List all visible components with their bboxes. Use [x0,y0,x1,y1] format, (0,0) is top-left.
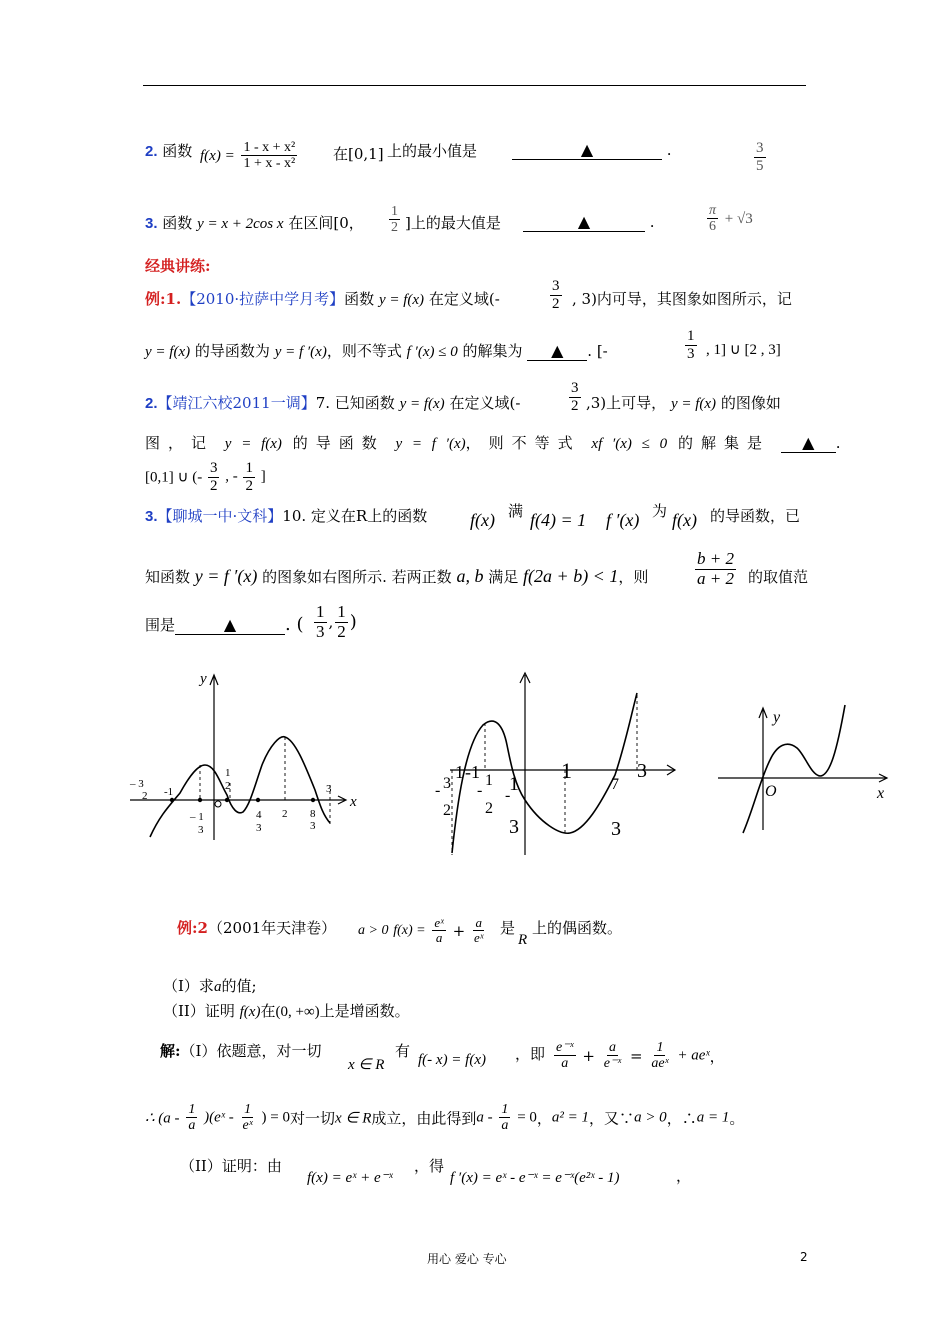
sol-l2-text2: 成立，由此得到 [371,1109,477,1128]
ex4-f2-den: eˣ [473,930,484,946]
ex1-l2-text1: 的导函数为 [194,342,270,360]
ex1-ans-post: , 1] ∪ [2 , 3] [706,342,781,358]
ex3-text1: 10. 定义在R上的函数 [282,507,428,525]
ex1-source: 【2010·拉萨中学月考】 [181,290,345,308]
ex4-func: f(x) = [393,922,426,938]
ex4-part2 [163,1000,410,1021]
ex2-text3: ,3)上可导， [586,394,667,412]
q3-text3: ]上的最大值是 [405,214,501,232]
ex2-number: 2. [145,395,158,412]
ex4-cond: a > 0 [358,922,389,938]
graph1-curve [150,737,330,837]
ex4-plus: + [452,921,466,940]
graph1-tick-1: 2 [142,790,148,802]
sol-l3-expr2: f ′(x) = eˣ - e⁻ˣ = e⁻ˣ(e²ˣ - 1) [450,1170,620,1186]
sol-l1-f3-num: 1 [656,1040,664,1055]
graph1-tick-5: 1 [225,767,231,779]
sol-l2-expr3: a² = 1 [551,1109,590,1126]
ex3-frac-num: b + 2 [697,549,734,568]
q3-text1: 函数 [162,214,193,232]
ex2-l2-text: 图，记 [145,434,215,452]
sol-l2-f2-den: eˣ [242,1118,253,1134]
ex1-ans-pre: . [- [587,342,608,360]
sol-l1-formula [552,1040,725,1072]
graph1-tick-10: 8 [310,808,316,820]
graph1-tick-4: 3 [198,824,204,836]
ex2-frac-num: 3 [571,380,579,396]
q2-answer [752,140,768,174]
ex2-ans-mid: , - [225,468,238,485]
graph2-label-5: 2 [485,800,493,817]
q3-number: 3. [145,215,158,232]
sol-l2-f3-den: a [501,1118,509,1134]
graph3-x-label: x [877,785,885,802]
q3-frac-num: 1 [391,204,398,219]
ex3-answer-fracs [312,603,357,641]
ex2-ans-f1-den: 2 [209,477,218,494]
ex3-text3: 为 [652,502,668,520]
ex4-source: （2001年天津卷） [207,919,337,937]
ex3-ans-f1-den: 3 [316,621,325,641]
ex2-period: . [835,434,841,452]
ex2-source: 【靖江六校2011一调】 [157,394,316,412]
ex4-part2-expr: f(x) [239,1004,261,1020]
graph1-x-label: x [350,794,357,810]
ex2-ans-end: ] [260,468,266,485]
q3-answer-rest: + √3 [724,210,753,227]
ex3-source: 【聊城一中·文科】 [157,507,283,525]
ex1-l2-expr1: y = f(x) [145,344,191,360]
ex4-part2-interval: (0, +∞) [275,1004,320,1020]
ex3-ans-f1-num: 1 [316,602,325,621]
ex3-expr3: f ′(x) [606,510,640,530]
sol-label: 解: [160,1042,181,1060]
graph2-label-8: 3 [509,816,519,838]
ex3-expr4: f(x) [672,510,697,530]
ex1-frac-num: 3 [552,278,560,294]
graph2-label-14: - [465,762,471,782]
ex4-part2-pre: （II）证明 [163,1002,235,1020]
sol-l1-text1: （I）依题意，对一切 [180,1042,322,1060]
ex4-part1-pre: （I）求 [163,977,214,995]
graph1-tick-6: 2 [225,780,231,792]
graph2-label-6: - [505,787,511,804]
svg-text:– 1: – 1 [190,811,204,823]
q2-answer-den: 5 [756,157,764,174]
ex3-ans-f2-num: 1 [337,602,346,621]
ex2-l2-expr1: y = f(x) [224,436,282,452]
graph2-label-3: - [477,782,483,799]
sol-l2-pre: ∴ (a - [145,1110,180,1127]
ex4-f1-den: a [435,930,443,946]
graph1-tick-0: 3 [138,778,144,790]
ex2-l2-expr2: y = f ′(x) [395,436,466,452]
q3-expr: y = x + 2cos x [197,216,284,232]
ex3-l2-text1: 知函数 [145,568,191,586]
section-title: 经典讲练: [145,257,211,275]
graph3-y-label: y [773,709,781,726]
graph2-label-4: 1 [485,772,493,789]
ex2-text4: 的图像如 [720,394,781,412]
graph2-label-0: - [435,782,441,799]
ex1-l2-expr3: f ′(x) ≤ 0 [406,344,458,360]
sol-l1-plus: + [582,1046,595,1065]
ex2-text1: 7. 已知函数 [315,394,395,412]
sol-l1-f1-num: e⁻ˣ [556,1040,574,1055]
sol-l2-text4: ，∴ [666,1109,697,1128]
graph3-origin-label: O [765,783,777,800]
ex3-l2-expr1: y = f ′(x) [194,566,258,586]
ex3-frac-den: a + 2 [697,568,734,588]
ex1-l2-text3: 的解集为 [462,342,523,360]
ex1-triangle: ▲ [551,341,564,360]
ex3-expr2: f(4) = 1 [530,510,587,530]
ex4-part1-post: 的值; [221,977,257,995]
graph2-label-10: 7 [611,776,619,793]
ex4-text2: 上的偶函数。 [532,919,623,937]
ex4-part1 [163,975,257,996]
ex2-expr1: y = f(x) [399,396,445,412]
sol-l1-text3: ，即 [515,1045,546,1063]
q3-answer-num: π [709,203,717,218]
sol-l2-comma: ， [536,1109,552,1128]
sol-l2-expr1: x ∈ R [334,1110,372,1127]
q2-interval: 在[0,1] [333,145,384,163]
sol-l2-eq0: ) = 0 [261,1109,290,1126]
ex2-l2-expr3: xf ′(x) ≤ 0 [591,436,668,452]
graph1-figure [120,665,370,850]
ex3-triangle: ▲ [223,615,237,634]
ex1-l2-text2: ，则不等式 [326,342,402,360]
ex3-l2-text3: 满足 [488,568,519,586]
q3-period: . [649,213,655,231]
ex1-ans-frac-num: 1 [687,328,695,344]
graph1-tick-8: 3 [256,822,262,834]
ex3-line3 [145,614,303,635]
q2-func-num: 1 - x + x² [243,140,296,155]
graph2-label-7: 1 [509,773,519,795]
ex4-part2-post: 上是增函数。 [319,1002,410,1020]
sol-l2-text3: ，又∵ [589,1109,635,1128]
q2-text1: 函数 [162,142,193,160]
graph2-label-13: 1 [455,762,464,782]
q3-text2: 在区间[0， [288,214,364,232]
ex2-l2-text3: ，则不等式 [465,434,581,452]
q3-frac-den: 2 [391,220,398,236]
q3-answer-den: 6 [709,219,716,235]
sol-l1-f3-den: aeˣ [651,1056,669,1072]
sol-l3-expr1: f(x) = eˣ + e⁻ˣ [307,1170,393,1186]
ex3-ans-pre: . ( [285,614,304,635]
ex2-ans-f2-den: 2 [245,477,253,494]
ex1-text1: 函数 [344,290,375,308]
ex2-answer [145,460,266,494]
graph1-y-label: y [200,671,207,687]
ex4-line1 [177,917,336,938]
ex4-text1: 是 [500,919,516,937]
ex2-l2-text4: 的解集是 [677,434,770,452]
q3-triangle: ▲ [577,212,591,231]
sol-l3-text1: （II）证明：由 [180,1157,282,1175]
sol-line2 [145,1102,744,1134]
ex2-text3-line [586,392,781,413]
ex4-set: R [518,932,528,948]
ex2-ans-f2-num: 1 [245,460,253,476]
graph2-figure [425,665,685,860]
q2-period: . [666,141,672,159]
graph2-label-9: 1 [561,758,572,783]
ex3-ans-f2-den: 2 [337,621,346,641]
ex4-f1-num: eˣ [434,915,444,930]
graph1-origin-dot [215,801,221,807]
ex1-expr1: y = f(x) [378,292,425,308]
q3-line [145,212,364,233]
ex4-label: 例:2 [177,919,208,937]
q2-triangle: ▲ [580,140,594,159]
sol-l1-f2-den: e⁻ˣ [603,1056,622,1072]
graph2-label-2: 2 [443,802,451,819]
sol-l2-end: 。 [729,1109,745,1128]
ex1-ans-frac [683,328,699,362]
sol-l1-tail: + aeˣ [677,1047,710,1064]
ex2-expr2: y = f(x) [670,396,717,412]
graph1-tick-2: -1 [164,786,174,798]
ex2-line2 [145,432,841,453]
ex3-line1 [145,505,427,526]
graph1-tick-9: 2 [282,808,288,820]
ex3-text2: 满 [508,502,524,520]
ex2-line1 [145,392,520,413]
ex2-triangle: ▲ [802,433,815,452]
ex1-frac-den: 2 [552,295,560,312]
ex4-f2-num: a [475,915,482,930]
sol-l1-expr1: x ∈ R [348,1057,385,1073]
sol-l2-expr4: a > 0 [634,1109,667,1126]
ex3-l2-text4: ，则 [618,568,649,586]
q3-answer-blank [523,212,655,232]
ex1-label: 例:1. [145,290,182,308]
sol-l1-comma: ， [709,1047,725,1066]
graph3-curve [743,705,845,833]
ex1-line2 [145,340,608,361]
q3-frac [387,204,402,236]
ex3-expr1: f(x) [470,510,495,530]
graph2-label-11: 3 [611,818,621,840]
sol-l2-expr2b: = 0 [517,1109,537,1126]
graph1-tick-12: 3 [326,783,332,795]
ex3-frac [693,550,738,588]
ex1-text3: , 3)内可导，其图象如图所示，记 [572,290,792,308]
page-number: 2 [800,1250,808,1264]
footer-motto: 用心 爱心 专心 [427,1252,507,1266]
graph1-tick-3: 1 [198,811,204,823]
graph2-label-1: 3 [443,775,451,792]
sol-l2-f1-num: 1 [188,1102,196,1117]
sol-l2-f3-num: 1 [501,1102,509,1117]
ex3-ans-end: ) [349,611,357,633]
ex1-ans-frac-den: 3 [687,345,695,362]
sol-l3-end: ， [676,1167,692,1185]
ex2-frac-den: 2 [571,397,579,414]
ex1-frac [548,278,564,312]
ex3-l3-text1: 围是 [145,616,176,634]
ex4-part1-var: a [213,979,222,995]
q2-func-frac [241,140,297,172]
ex2-ans-f1-num: 3 [209,460,218,476]
graph2-label-12: 3 [637,760,647,782]
ex3-l2-expr3: f(2a + b) < 1 [523,566,619,586]
ex1-text2: 在定义域(- [428,290,500,308]
header-rule [143,85,806,86]
graph2-label-15: 1 [471,762,480,782]
q2-func-lhs: f(x) = [200,147,235,164]
ex3-ans-mid: , [328,613,334,632]
graph1-tick-11: 3 [310,820,316,832]
q2-func-den: 1 + x - x² [243,156,296,172]
q2-number: 2. [145,143,158,160]
graph3-figure [715,700,895,840]
sol-line1-a [160,1040,321,1061]
ex3-number: 3. [145,508,158,525]
sol-l2-text1: 对一切 [289,1109,335,1128]
ex4-formula [358,916,487,946]
ex2-ans1: [0,1] ∪ (- [145,469,203,486]
sol-l1-expr2: f(- x) = f(x) [418,1052,486,1068]
ex1-l2-expr2: y = f ′(x) [274,344,327,360]
ex2-l2-text2: 的导函数 [292,434,385,452]
ex3-l2-text5: 的取值范 [748,568,809,586]
ex3-l2-text2: 的图象如右图所示. 若两正数 [262,568,452,586]
q3-answer [705,203,753,235]
ex3-text4: 的导函数，已 [710,507,801,525]
sol-l2-f2-num: 1 [244,1102,252,1117]
q2-function [200,140,299,172]
sol-l2-f1-den: a [188,1118,196,1134]
ex1-line1 [145,288,500,309]
sol-l2-expr5: a = 1 [696,1109,730,1126]
sol-l3-text2: ，得 [414,1157,445,1175]
ex2-text2: 在定义域(- [449,394,521,412]
sol-l1-eq: = [630,1046,643,1065]
sol-l1-f2-num: a [608,1040,616,1055]
sol-l1-f1-den: a [561,1056,569,1072]
q2-answer-num: 3 [756,140,764,156]
ex3-l2-expr2: a, b [456,566,484,586]
graph1-tick-7: 4 [256,809,262,821]
q2-answer-blank [512,140,672,160]
ex2-frac [567,380,583,414]
sol-l1-text2: 有 [395,1042,411,1060]
q2-text3: 上的最小值是 [387,142,478,160]
svg-text:– 3: – 3 [130,778,144,790]
q2-line [145,140,192,161]
sol-l2-expr2a: a - [476,1109,493,1126]
sol-l2-mid: )(eˣ - [204,1109,234,1126]
ex4-part2-mid: 在 [260,1002,276,1020]
ex3-line2-a [145,566,648,587]
